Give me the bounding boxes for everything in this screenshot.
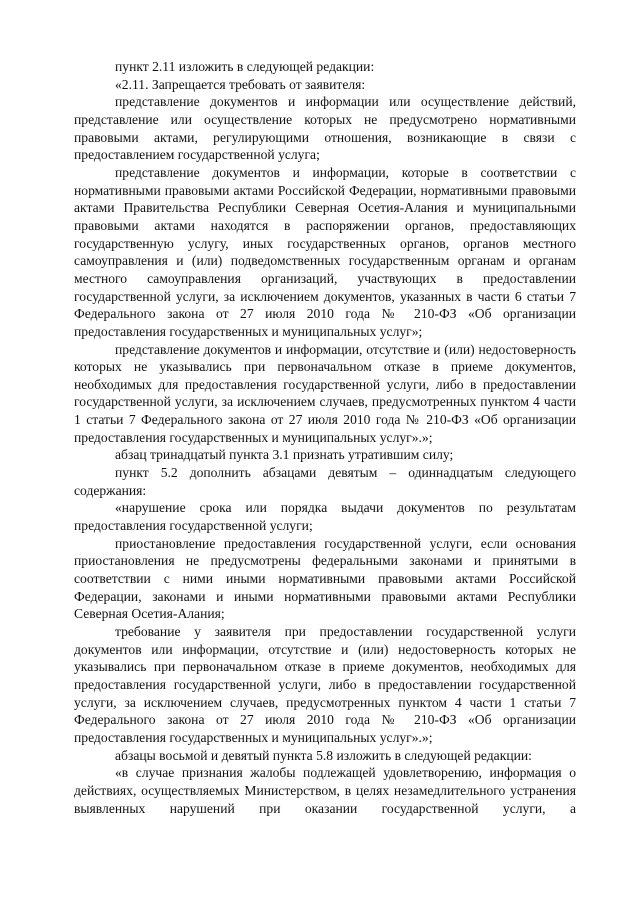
paragraph-prohibition-initial-refusal: представление документов и информации, отсутствие и (или) недостоверность которых не указывались при первоначальном отказе в приеме документов, необходимых для предоставления государственной услуги, либо в предоставлении государственной услуги, за исключением случаев, предусмотренных пунктом 4 части 1 статьи 7 Федерального закона от 27 июля 2010 года № 210-ФЗ «Об организации предоставления государственных и муниципальных услуг».»;: [74, 341, 576, 445]
paragraph-prohibition-documents: представление документов и информации, которые в соответствии с нормативными правовыми актами Российской Федерации, нормативными правовыми актами Правительства Республики Северная Осетия-Алания и муниципальными правовыми актами находятся в распоряжении органов, предоставляющих государственную услугу, иных государственных органов, органов местного самоуправления и (или) подведомственных государственным органам и органам местного самоуправления организаций, участвующих в предоставлении государственной услуги, за исключением документов, указанных в части 6 статьи 7 Федерального закона от 27 июля 2010 года № 210-ФЗ «Об организации предоставления государственных и муниципальных услуг»;: [74, 164, 576, 339]
paragraph-complaint-satisfaction: «в случае признания жалобы подлежащей удовлетворению, информация о действиях, осуществляемых Министерством, в целях незамедлительного устранения выявленных нарушений при оказании государственной услуги, а: [74, 765, 576, 816]
paragraph-item-2-11-intro: пункт 2.11 изложить в следующей редакции:: [115, 59, 375, 74]
paragraph-prohibition-actions: представление документов и информации или осуществление действий, представление или осуществление которых не предусмотрено нормативными правовыми актами, регулирующими отношения, возникающие в связи с предоставлением государственной услуга;: [74, 94, 576, 163]
paragraph-item-3-1: абзац тринадцатый пункта 3.1 признать утратившим силу;: [115, 447, 454, 463]
paragraph-item-5-2-intro: пункт 5.2 дополнить абзацами девятым – одиннадцатым следующего содержания:: [74, 465, 576, 498]
paragraph-item-5-8-intro: абзацы восьмой и девятый пункта 5.8 изложить в следующей редакции:: [115, 747, 532, 763]
paragraph-item-2-11-heading: «2.11. Запрещается требовать от заявителя:: [115, 76, 366, 92]
document-page: [74, 58, 576, 817]
paragraph-suspension: приостановление предоставления государственной услуги, если основания приостановления не предусмотрены федеральными законами и принятыми в соответствии с ними иными нормативными правовыми актами Российской Федерации, законами и иными нормативными правовыми актами Республики Северная Осетия-Алания;: [74, 535, 576, 622]
paragraph-applicant-requirement: требование у заявителя при предоставлении государственной услуги документов или информации, отсутствие и (или) недостоверность которых не указывались при первоначальном отказе в приеме документов, необходимых для предоставления государственной услуги, либо в предоставлении государственной услуги, за исключением случаев, предусмотренных пунктом 4 части 1 статьи 7 Федерального закона от 27 июля 2010 года № 210-ФЗ «Об организации предоставления государственных и муниципальных услуг».»;: [74, 624, 576, 745]
paragraph-deadline-violation: «нарушение срока или порядка выдачи документов по результатам предоставления государственной услуги;: [74, 500, 576, 534]
